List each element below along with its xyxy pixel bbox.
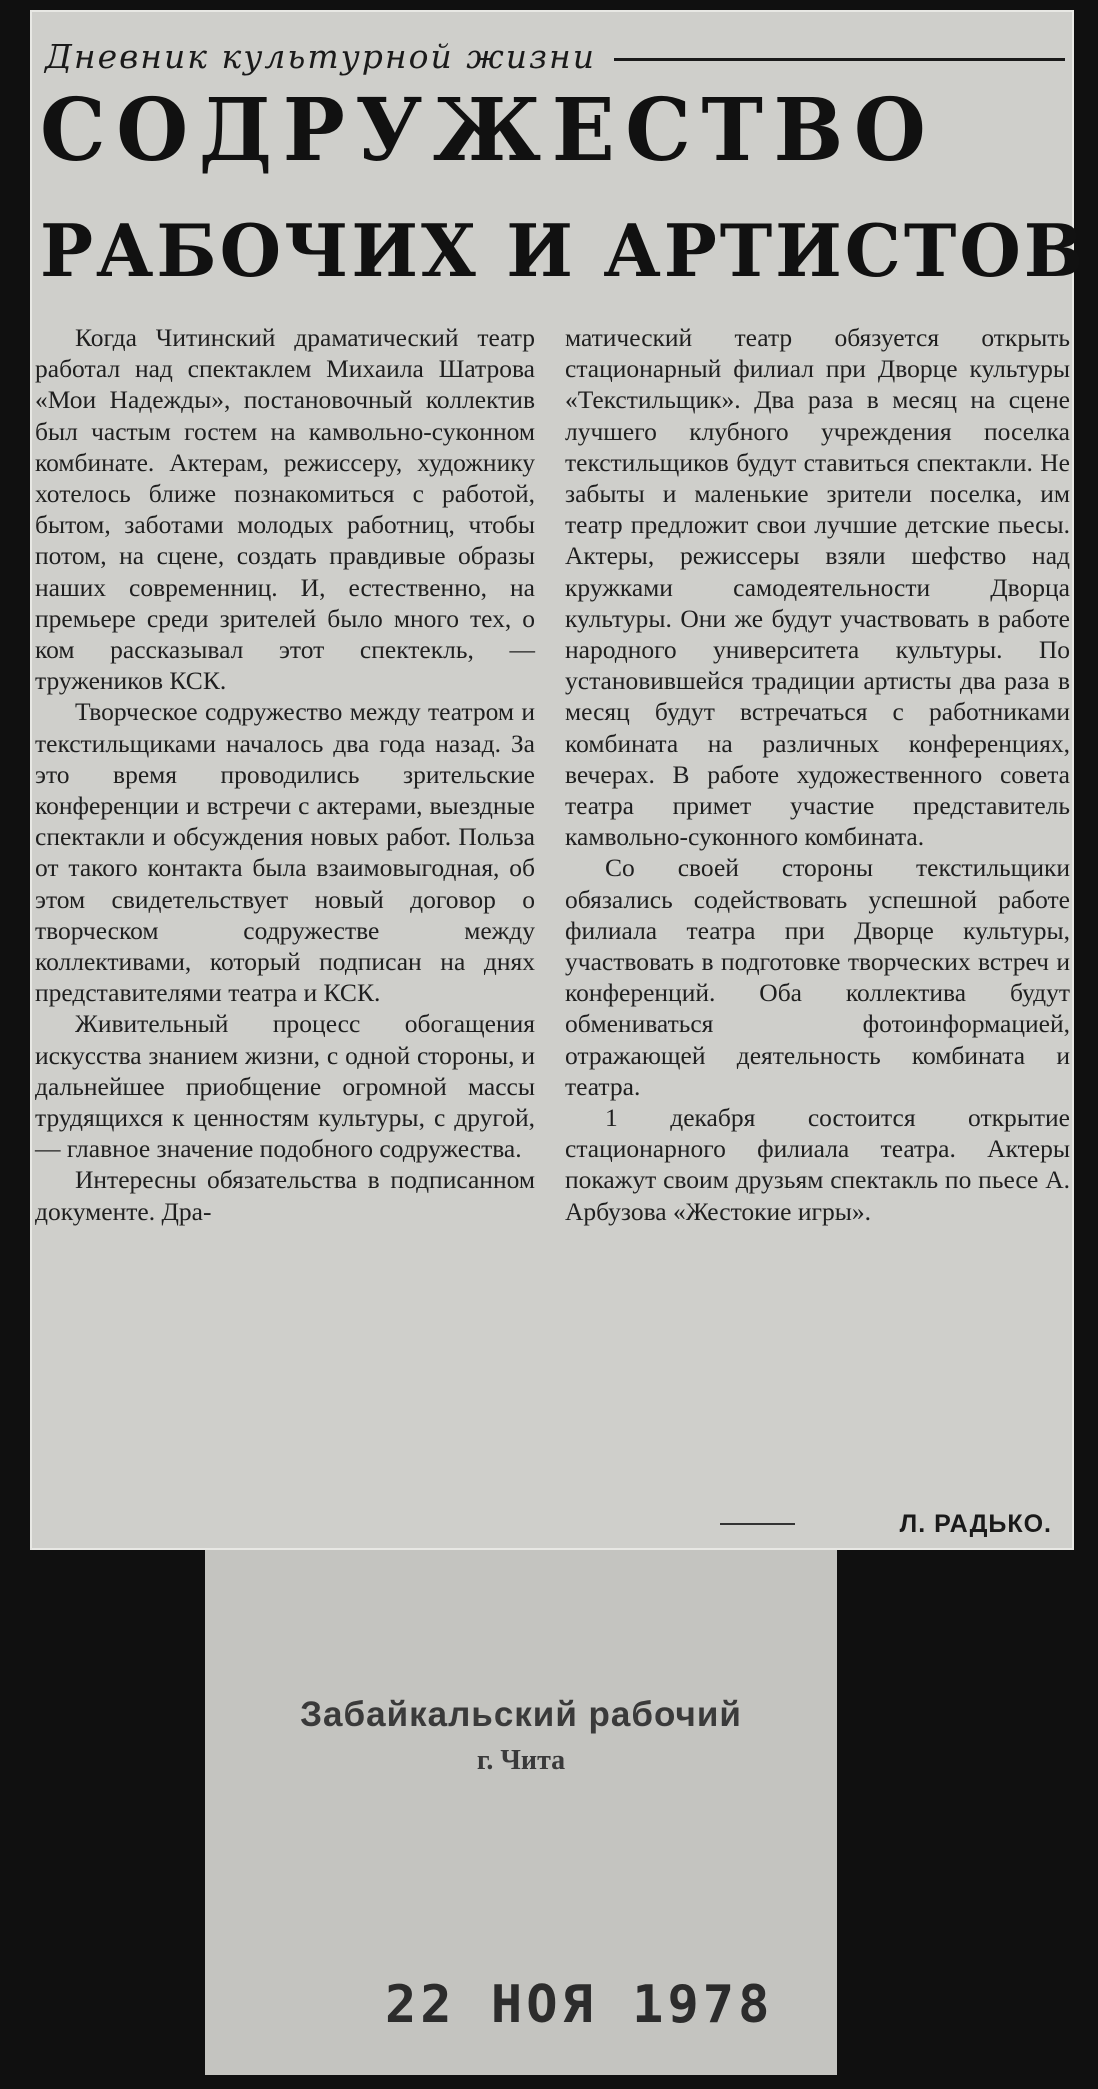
source-stamp-paper bbox=[205, 1550, 837, 2075]
newspaper-clipping bbox=[30, 10, 1087, 1550]
rubric-header bbox=[45, 32, 1065, 80]
rubric-title: Дневник культурной жизни bbox=[45, 36, 596, 76]
paragraph: Интересны обязательства в подписанном документе. Дра- bbox=[35, 1165, 535, 1226]
paragraph: Со своей стороны текстильщики обязались содействовать успешной работе филиала театра при Дворце культуры, участвовать в подготовке творческих встреч и конференций. Оба коллектива будут обмениваться фотоинформацией, отражающей деятельность комбината и театра. bbox=[565, 853, 1070, 1101]
signature-dash bbox=[720, 1523, 795, 1525]
author-signature: Л. РАДЬКО. bbox=[899, 1510, 1052, 1538]
paragraph: 1 декабря состоится открытие стационарного филиала театра. Актеры покажут своим друзьям спектакль по пьесе А. Арбузова «Жестокие игры». bbox=[565, 1103, 1070, 1226]
paragraph: Творческое содружество между театром и текстильщиками началось два года назад. За это время проводились зрительские конференции и встречи с актерами, выездные спектакли и обсуждения новых работ. Польза от такого контакта была взаимовыгодная, об этом свидетельствует новый договор о творческом содружестве между коллективами, который подписан на днях представителями театра и КСК. bbox=[35, 697, 535, 1008]
article-column-right bbox=[565, 322, 1070, 1227]
article-column-left bbox=[35, 322, 535, 1227]
paragraph: матический театр обязуется открыть стационарный филиал при Дворце культуры «Текстильщик». Два раза в месяц на сцене лучшего клубного учреждения поселка текстильщиков будут ставиться спектакли. Не забыты и маленькие зрители поселка, им театр предложит свои лучшие детские пьесы. Актеры, режиссеры взяли шефство над кружками самодеятельности Дворца культуры. Они же будут участвовать в работе народного университета культуры. По установившейся традиции артисты два раза в месяц будут встречаться с работниками комбината на различных конференциях, вечерах. В работе художественного совета театра примет участие представитель камвольно-суконного комбината. bbox=[565, 323, 1070, 852]
stamp-date: 22 НОЯ 1978 bbox=[385, 1975, 774, 2035]
stamp-city: г. Чита bbox=[476, 1745, 566, 1776]
rubric-rule bbox=[614, 58, 1065, 61]
headline-line-2: РАБОЧИХ И АРТИСТОВ bbox=[40, 208, 1087, 293]
stamp-newspaper-name: Забайкальский рабочий bbox=[300, 1695, 742, 1734]
paragraph: Живительный процесс обогащения искусства знанием жизни, с одной стороны, и дальнейшее приобщение огромной массы трудящихся к ценностям культуры, с другой, — главное значение подобного содружества. bbox=[35, 1009, 535, 1164]
paragraph: Когда Читинский драматический театр работал над спектаклем Михаила Шатрова «Мои Надежды», постановочный коллектив был частым гостем на камвольно-суконном комбинате. Актерам, режиссеру, художнику хотелось ближе познакомиться с работой, бытом, заботами молодых работниц, чтобы потом, на сцене, создать правдивые образы наших современниц. И, естественно, на премьере среди зрителей было много тех, о ком рассказывал этот спектекль, — тружеников КСК. bbox=[35, 323, 535, 696]
headline-line-1: СОДРУЖЕСТВО bbox=[40, 80, 937, 181]
